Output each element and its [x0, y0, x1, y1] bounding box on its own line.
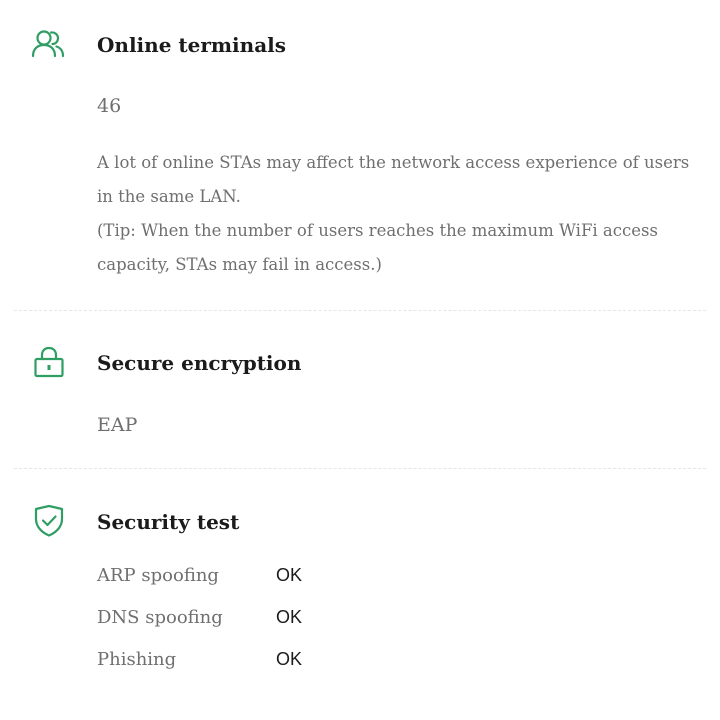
secure-encryption-title: Secure encryption	[97, 351, 302, 375]
users-icon	[30, 28, 68, 62]
security-test-row	[97, 649, 357, 679]
test-label-dns-spoofing: DNS spoofing	[97, 607, 223, 628]
shield-check-icon	[30, 504, 68, 538]
online-terminals-title: Online terminals	[97, 33, 287, 57]
encryption-type-value: EAP	[97, 414, 138, 436]
online-terminals-count: 46	[97, 95, 122, 117]
security-test-row	[97, 565, 357, 595]
test-result-dns-spoofing: OK	[276, 607, 303, 627]
security-test-title: Security test	[97, 510, 240, 534]
test-label-arp-spoofing: ARP spoofing	[97, 565, 219, 586]
secure-encryption-section	[0, 311, 720, 468]
lock-icon	[30, 346, 68, 380]
online-terminals-section	[0, 0, 720, 310]
online-terminals-description: A lot of online STAs may affect the network access experience of users in the same LAN.	[97, 153, 690, 206]
security-test-row	[97, 607, 357, 637]
security-test-section	[0, 469, 720, 720]
online-terminals-tip: (Tip: When the number of users reaches the maximum WiFi access capacity, STAs may fail in access.)	[97, 221, 658, 274]
test-label-phishing: Phishing	[97, 649, 177, 670]
test-result-arp-spoofing: OK	[276, 565, 303, 585]
test-result-phishing: OK	[276, 649, 303, 669]
online-terminals-description-block	[97, 146, 697, 282]
